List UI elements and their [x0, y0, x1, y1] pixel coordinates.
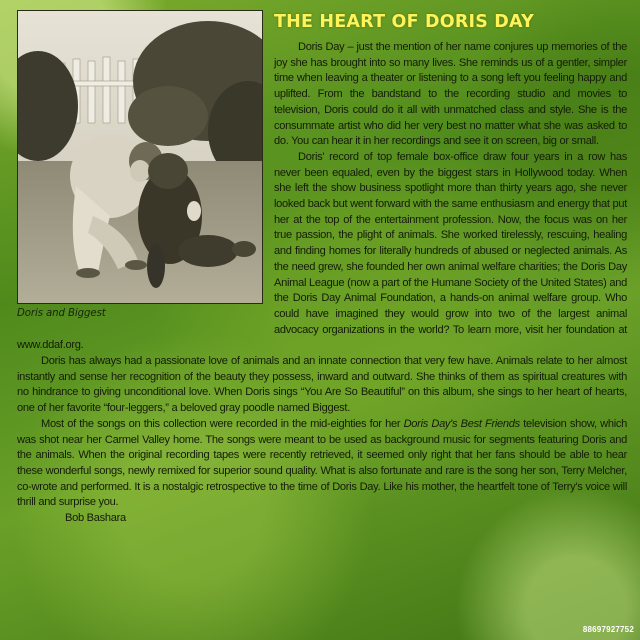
photo-caption: Doris and Biggest — [17, 308, 106, 319]
photo-float-spacer — [17, 40, 274, 330]
liner-notes-text — [17, 40, 627, 527]
paragraph-songs-start: Most of the songs on this collection were recorded in the mid-eighties for her — [41, 417, 404, 430]
paragraph-songs — [17, 417, 627, 511]
author-signature: Bob Bashara — [65, 512, 126, 525]
show-title: Doris Day's Best Friends — [403, 417, 520, 430]
paragraph-intro: Doris Day – just the mention of her name conjures up memories of the joy she has brought into so many lives. She reminds us of a gentler, simpler time when leaving a theater or listening to a song left you feeling happy and uplifted. From the bandstand to the recording studio and movies to television, Doris could do it all with unmatched class and style. She is the consummate artist who did her very best no matter what she was asked to do. You can hear it in her recordings and see it on screen, big or small. — [274, 41, 627, 148]
paragraph-animals: Doris has always had a passionate love of animals and an innate connection that very few have. Animals relate to her almost instantly and sense her recognition of the beauty they possess, inward and outward. She thinks of them as spiritual creatures with no hindrance to giving unconditional love. When Doris sings “You Are So Beautiful” on this album, she sings to her heart of hearts, one of her favorite “four-leggers,” a beloved gray poodle named Biggest. — [17, 355, 627, 415]
paragraph-career: Doris' record of top female box-office draw four years in a row has never been equaled, even by the biggest stars in Hollywood today. When she left the show business spotlight more than thirty years ago, she never looked back but went forward with the same enthusiasm and energy that put her at the top of the entertainment profession. Now, the focus was on her true passion, the plight of animals. She worked tirelessly, rescuing, healing and finding homes for literally hundreds of abused or neglected animals. As the need grew, she founded her own animal welfare charities; the Doris Day Animal League (now a part of the Humane Society of the United States) and the Doris Day Animal Foundation, a hands-on animal welfare group. Who could have imagined they would grow into two of the largest animal advocacy organizations in the world? To learn more, visit her foundation at www.ddaf.org. — [17, 150, 627, 352]
catalog-number: 88697927752 — [582, 625, 634, 634]
page-title: THE HEART OF DORIS DAY — [274, 12, 534, 32]
paragraph-songs-end: television show, which was shot near her Carmel Valley home. The songs were meant to be used as background music for segments featuring Doris and the animals. When the original recording tapes were recently retrieved, it seemed only right that her fans should be able to hear these wonderful songs, newly remixed for superior sound quality. What is also fortunate and rare is the song her son, Terry Melcher, co-wrote and performed. It is a nostalgic retrospective to the time of Doris Day. Like his mother, the heartfelt tone of Terry's voice will thrill and surprise you. — [17, 417, 627, 509]
